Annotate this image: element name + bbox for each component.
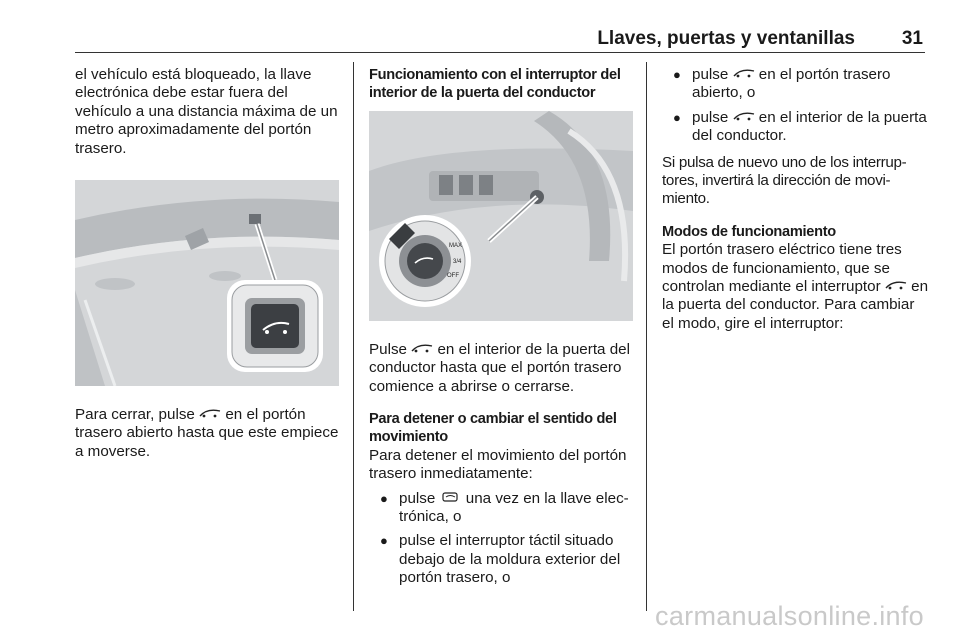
paragraph: Para cerrar, pulse en el portón trasero abierto hasta que este empiece a moverse.: [75, 406, 339, 460]
bullet-list: [662, 66, 930, 146]
list-item: ● pulse en el interior de la puerta del conductor.: [673, 108, 927, 145]
key-fob-icon: [440, 492, 462, 502]
paragraph: Para detener el movimiento del portón trasero inmediatamente:: [369, 446, 627, 483]
header-divider: [75, 52, 925, 53]
tailgate-icon: [411, 343, 433, 353]
column-divider: [646, 62, 647, 611]
paragraph: Pulse en el interior de la puerta del conductor hasta que el portón trasero comience a abrirse o cerrarse.: [369, 340, 630, 395]
svg-text:MAX: MAX: [449, 242, 463, 249]
list-item: ● pulse en el portón trasero abierto, o: [673, 66, 891, 102]
tailgate-switch-illustration: [75, 180, 345, 386]
driver-door-switch-illustration: [369, 111, 636, 321]
svg-text:3/4: 3/4: [453, 258, 462, 265]
svg-text:OFF: OFF: [447, 272, 459, 279]
paragraph: El portón trasero eléctrico tiene tres modos de funcionamiento, que se controlan mediante el interruptor en la puerta del conductor. Para cambiar el modo, gire el interruptor:: [662, 241, 929, 332]
section-heading: Para detener o cambiar el sentido del movimiento: [369, 411, 617, 446]
bullet-dot: ●: [673, 67, 681, 82]
bullet-dot: ●: [380, 490, 388, 506]
tailgate-icon: [199, 408, 221, 418]
page-number: 31: [901, 28, 923, 49]
tailgate-icon: [885, 280, 907, 290]
list-item: ● pulse una vez en la llave elec-trónica, o: [380, 489, 629, 526]
tailgate-icon: [733, 111, 755, 121]
paragraph: Si pulsa de nuevo uno de los interrup-tores, invertirá la dirección de movi-miento.: [662, 153, 907, 208]
column-2: [369, 66, 636, 588]
column-3: [662, 66, 930, 333]
list-item: ● pulse el interruptor táctil situado debajo de la moldura exterior del portón trasero, o: [380, 532, 621, 587]
column-divider: [353, 62, 354, 611]
tailgate-icon: [733, 68, 755, 78]
section-heading: Funcionamiento con el interruptor del interior de la puerta del conductor: [369, 67, 621, 102]
column-1: [75, 66, 345, 461]
paragraph: el vehículo está bloqueado, la llave electrónica debe estar fuera del vehículo a una distancia máxima de un metro aproximadamente del portón trasero.: [75, 66, 338, 157]
bullet-dot: ●: [380, 533, 388, 549]
bullet-dot: ●: [673, 109, 681, 125]
bullet-list: [369, 490, 636, 588]
watermark: carmanualsonline.info: [655, 601, 924, 631]
page-title: Llaves, puertas y ventanillas: [597, 28, 855, 49]
section-heading: Modos de funcionamiento: [662, 223, 836, 240]
page-header: [75, 28, 925, 52]
